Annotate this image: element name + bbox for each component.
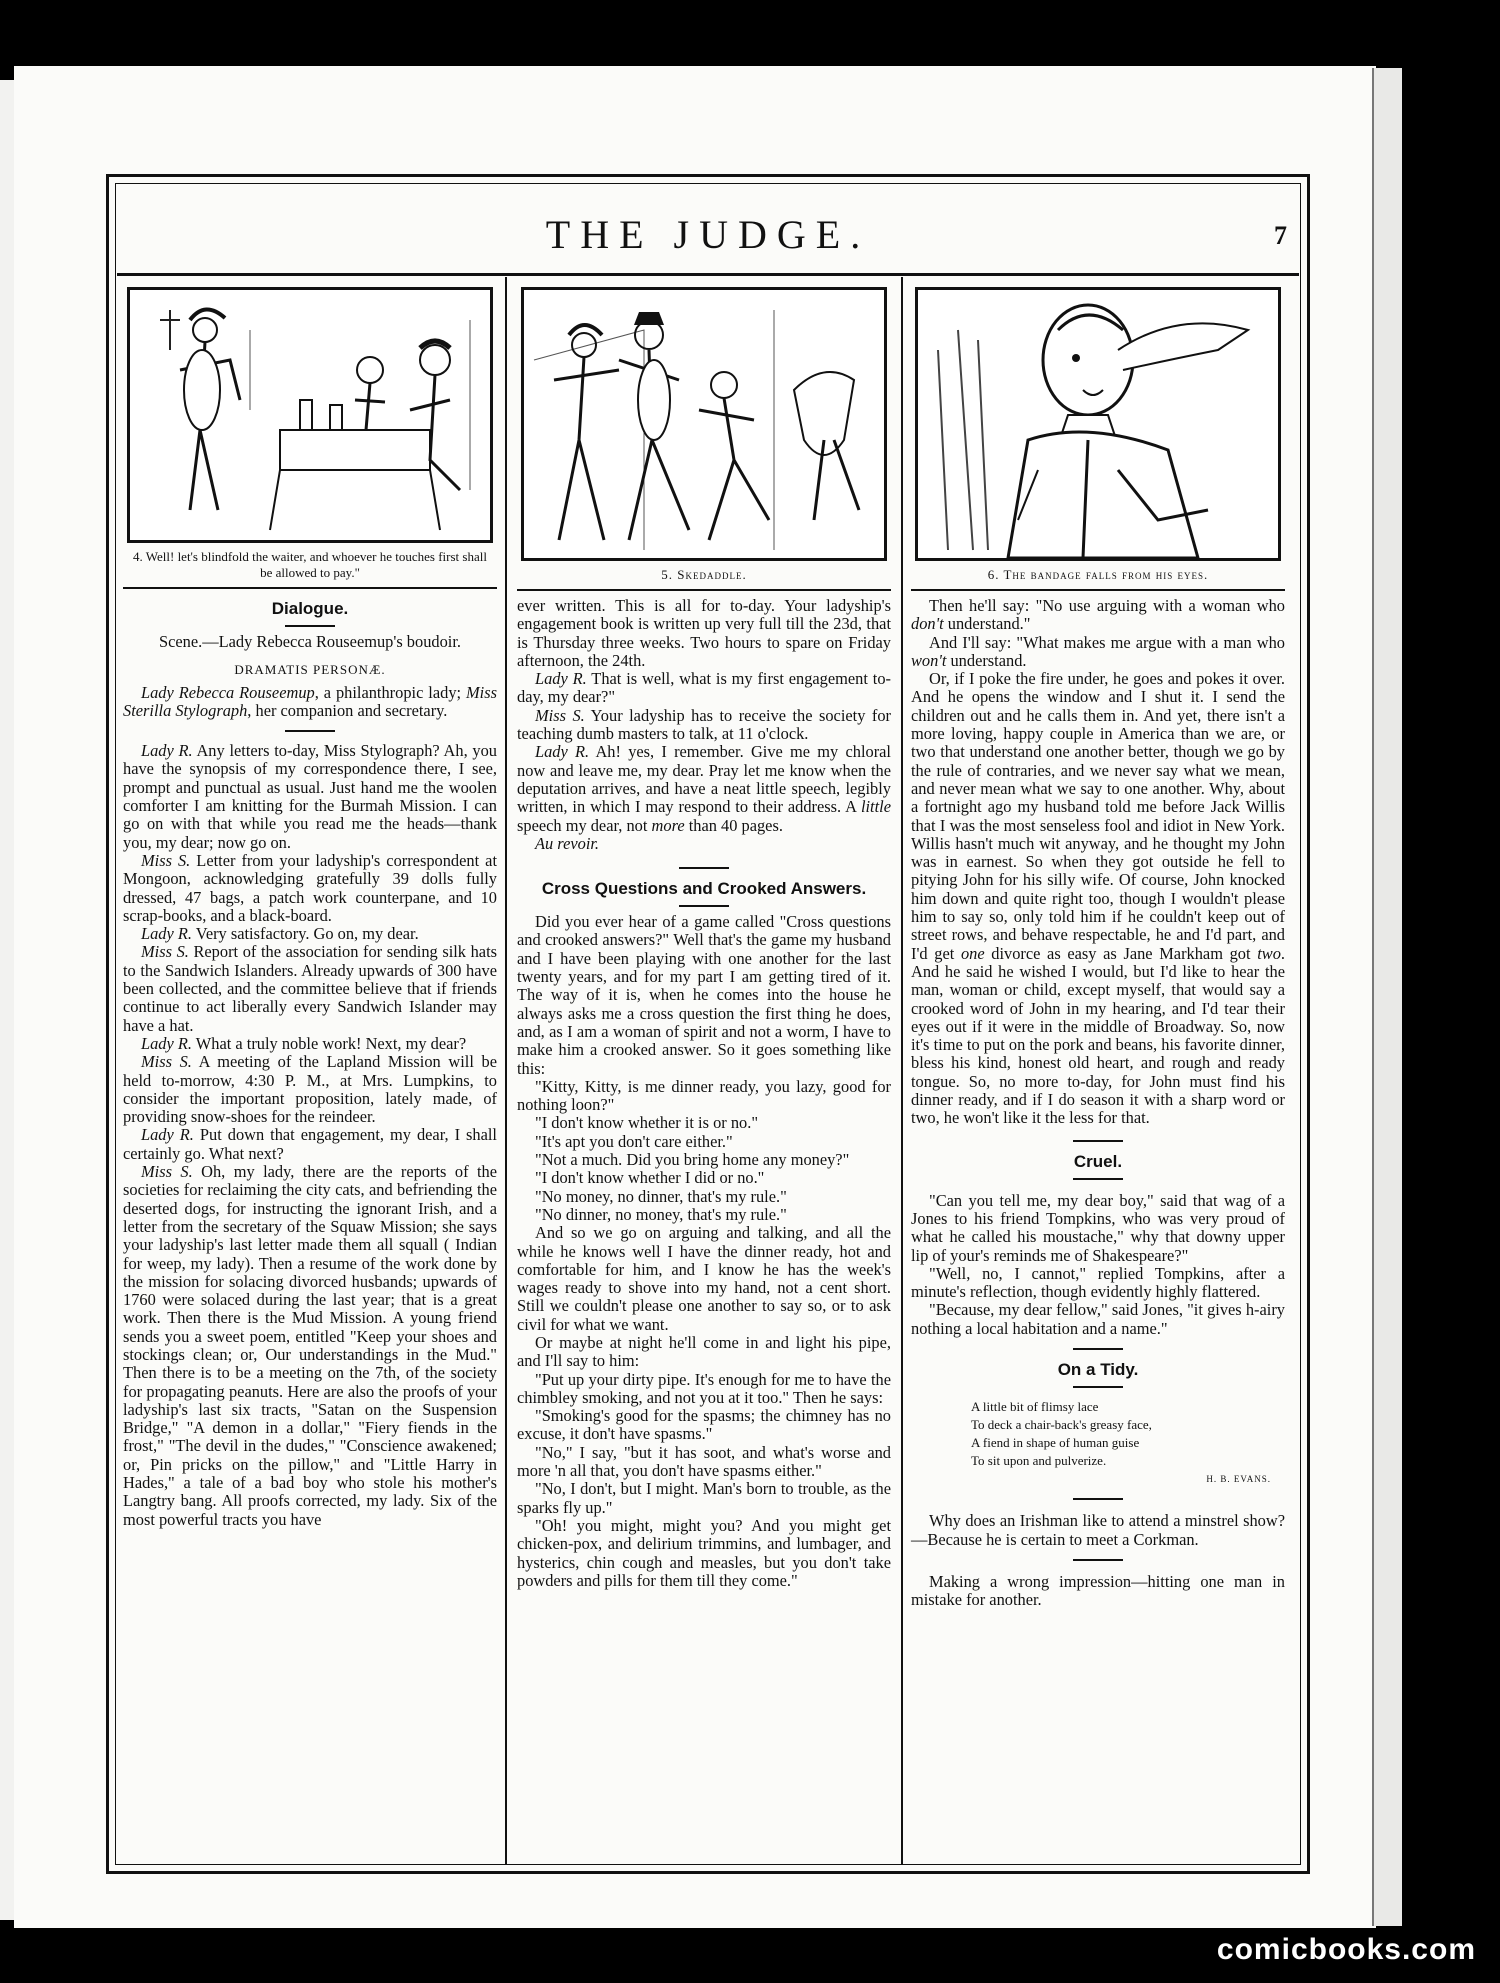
joke-paragraph: Why does an Irishman like to attend a minstrel show?—Because he is certain to meet a Corkman. <box>911 1511 1285 1549</box>
column-divider-1 <box>505 277 507 1865</box>
cartoon-drawing-skedaddle <box>524 290 884 558</box>
dramatis-personae: DRAMATIS PERSONÆ. <box>234 662 386 678</box>
dialogue-text: Any letters to-day, Miss Stylograph? Ah, you have the synopsis of my correspondence there, I see, prompt and punctual as usual. Just hand me the woolen comforter I am knitting for the Burmah Mission. I can go on with that while you read me the heads—thank you, my dear; now go on. <box>123 741 497 852</box>
dialogue-paragraph <box>123 1163 497 1529</box>
dialogue-text: Very satisfactory. Go on, my dear. <box>192 924 419 944</box>
cartoon-block-4 <box>123 287 497 589</box>
story-paragraph <box>911 670 1285 1127</box>
dialogue-scene: Scene.—Lady Rebecca Rouseemup's boudoir. <box>158 632 461 651</box>
dialogue-text: A meeting of the Lapland Mission will be held to-morrow, 4:30 P. M., at Mrs. Lumpkins, to consider the important proposition, lately made, of providing snow-shoes for the reindeer. <box>123 1052 497 1127</box>
emphasis: more <box>651 815 685 835</box>
dialogue-text: Oh, my lady, there are the reports of the societies for reclaiming the city cats, and befriending the deserted dogs, for instructing the ignorant Irish, and a letter from the secretary of the Squaw Mission; she says your ladyship's last letter made them all squall ( Indian for weep, my lady). Then a resume of the work done by the mission for solacing divorced husbands; upwards of 1760 were solaced during the last year; that is a great work. Then there is the Mud Mission. A young friend sends you a sweet poem, entitled "Keep your shoes and stockings clean; or, Our understandings in the Mud." Then there is to be a meeting on the 7th, of the society for propagating peanuts. Here are also the proofs of your ladyship's last six tracts, "Satan on the Suspension Bridge," "A demon in a dollar," "Fiery fiends in the frost," "The devil in the dudes," "Conscience awakened; or, Pin pricks on the pillow," and "Little Harry in Hades," a tale of a bad boy who stole his mother's Langtry bang. All proofs corrected, my lady. Six of the most powerful tracts you have <box>123 1162 497 1529</box>
speaker: Lady R. <box>141 1125 194 1145</box>
story-paragraph: "Oh! you might, might you? And you might get chicken-pox, and delirium trimmins, and lumbager, and hysterics, chin cough and measles, but you don't take powders and pills for them till they come." <box>517 1515 891 1590</box>
speaker: Lady R. <box>141 1033 192 1053</box>
story-text: understand. <box>946 650 1027 670</box>
dialogue-paragraph <box>123 852 497 925</box>
poem-line: A little bit of flimsy lace <box>971 1398 1099 1414</box>
short-rule <box>1073 1140 1123 1142</box>
cross-questions-heading: Cross Questions and Crooked Answers. <box>541 879 867 899</box>
story-text: understand." <box>943 614 1031 634</box>
speaker: Lady R. <box>141 741 193 761</box>
cast-1-desc: , a philanthropic lady; <box>314 682 462 702</box>
speaker: Miss S. <box>141 1052 192 1072</box>
dialogue-paragraph <box>123 742 497 852</box>
story-paragraph: And so we go on arguing and talking, and all the while he knows well I have the dinner ready, hot and comfortable for him, and I know he has the week's wages ready to shove into my hand, not a cent short. Still we couldn't please one another to say so, or to ask civil for what we want. <box>517 1223 891 1334</box>
story-text: . And he said he wished I would, but I'd like to hear the man, woman or child, except myself, that would say a crooked word of John in my hearing, and I'd tear their eyes out if it were in the middle of Broadway. So, now it's time to put on the pork and beans, his favorite dinner, bless his kind, honest old heart, and rough and ready tongue. So, no more to-day, for John must find his dinner ready, and if I do season it with a sharp word or two, he won't like it the less for that. <box>911 943 1285 1128</box>
short-rule <box>1073 1178 1123 1180</box>
dialogue-text: Your ladyship has to receive the society for teaching dumb masters to talk, at 11 o'clock. <box>517 705 891 744</box>
dialogue-paragraph <box>123 1035 497 1053</box>
cartoon-panel-6 <box>915 287 1281 561</box>
dialogue-paragraph <box>517 743 891 834</box>
story-paragraph: "Not a much. Did you bring home any money?" <box>535 1150 850 1170</box>
short-rule <box>1073 1386 1123 1388</box>
dialogue-text: Report of the association for sending silk hats to the Sandwich Islanders. Already upwards of 300 have been collected, and the committee believe that if friends continue to act liberally every Sandwich Islander may have a hat. <box>123 942 497 1035</box>
cast-2-name: Miss Sterilla Stylograph <box>123 682 497 720</box>
story-paragraph: "Kitty, Kitty, is me dinner ready, you lazy, good for nothing loon?" <box>517 1076 891 1115</box>
short-rule <box>285 730 335 732</box>
cartoon-caption-6: 6. The bandage falls from his eyes. <box>987 567 1209 582</box>
au-revoir: Au revoir. <box>535 833 600 853</box>
dialogue-text: Letter from your ladyship's correspondent at Mongoon, acknowledging gratefully 39 dolls fully dressed, 47 bags, a patch work counterpane, and 10 scrap-books, and a black-board. <box>123 850 497 925</box>
short-rule <box>679 905 729 907</box>
column-1 <box>123 275 497 1529</box>
watermark: comicbooks.com <box>1216 1933 1476 1966</box>
poem-signature: H. B. EVANS. <box>1206 1473 1271 1484</box>
cartoon-panel-5 <box>521 287 887 561</box>
story-text: And I'll say: "What makes me argue with a man who <box>929 632 1285 652</box>
dialogue-text: than 40 pages. <box>684 815 783 835</box>
speaker: Miss S. <box>141 942 189 962</box>
dialogue-text: What a truly noble work! Next, my dear? <box>192 1033 467 1053</box>
cartoon-caption-5: 5. Skedaddle. <box>661 567 747 582</box>
dialogue-text: Put down that engagement, my dear, I shall certainly go. What next? <box>123 1125 497 1163</box>
story-paragraph: Or maybe at night he'll come in and light his pipe, and I'll say to him: <box>517 1332 891 1371</box>
dialogue-paragraph <box>123 1126 497 1163</box>
cartoon-caption-4: 4. Well! let's blindfold the waiter, and whoever he touches first shall be allowed to pay." <box>133 549 487 580</box>
cartoon-panel-4 <box>127 287 493 543</box>
joke-paragraph: Making a wrong impression—hitting one man in mistake for another. <box>911 1571 1285 1610</box>
story-paragraph: "No dinner, no money, that's my rule." <box>535 1204 787 1224</box>
story-text: divorce as easy as Jane Markham got <box>984 943 1258 963</box>
dialogue-continued: ever written. This is all for to-day. Your ladyship's engagement book is written up very full till the 23d, that is Thursday three weeks. Two hours to spare on Friday afternoon, the 24th. <box>517 596 891 670</box>
emphasis: little <box>860 797 891 817</box>
short-rule <box>679 867 729 869</box>
dialogue-text: That is well, what is my first engagement to-day, my dear?" <box>517 669 891 707</box>
cartoon-drawing-waiter <box>130 290 490 540</box>
emphasis: don't <box>911 614 944 634</box>
story-paragraph: "No, I don't, but I might. Man's born to trouble, as the sparks fly up." <box>517 1479 891 1517</box>
dialogue-paragraph <box>517 707 891 744</box>
dialogue-paragraph <box>123 943 497 1034</box>
cast-1-name: Lady Rebecca Rouseemup <box>141 682 315 702</box>
short-rule <box>1073 1498 1123 1500</box>
dialogue-text: speech my dear, not <box>517 815 652 835</box>
story-paragraph: Did you ever hear of a game called "Cross questions and crooked answers?" Well that's the game my husband and I have been playing with one another for the last twenty years, and for my part I am getting tired of it. The way of it is, when he comes into the house he always asks me a cross question the first thing he does, and, as I am a woman of spirit and not a worm, I have to make him a crooked answer. So it goes something like this: <box>517 912 891 1078</box>
column-2 <box>517 275 891 1590</box>
tidy-poem <box>971 1398 1285 1470</box>
cartoon-block-5 <box>517 287 891 591</box>
cast-2-desc: , her companion and secretary. <box>247 700 448 720</box>
poem-line: A fiend in shape of human guise <box>971 1434 1140 1450</box>
cruel-heading: Cruel. <box>1073 1151 1123 1171</box>
cast-list <box>123 684 497 721</box>
dialogue-closing <box>517 835 891 853</box>
story-paragraph: "No money, no dinner, that's my rule." <box>535 1186 787 1206</box>
story-paragraph: "Smoking's good for the spasms; the chimney has no excuse, it don't have spasms." <box>517 1406 891 1444</box>
page-frame <box>106 174 1310 1874</box>
emphasis: two <box>1257 943 1281 963</box>
column-divider-2 <box>901 277 903 1865</box>
cartoon-block-6 <box>911 287 1285 591</box>
story-paragraph: "Put up your dirty pipe. It's enough for me to have the chimbley smoking, and not you at it too." Then he says: <box>517 1369 891 1407</box>
page-number: 7 <box>1274 221 1287 250</box>
story-paragraph: "It's apt you don't care either." <box>535 1131 733 1151</box>
cartoon-drawing-bandage <box>918 290 1278 558</box>
dialogue-paragraph <box>123 925 497 943</box>
page-stack-edge <box>1372 68 1402 1926</box>
poem-line: To deck a chair-back's greasy face, <box>971 1416 1152 1432</box>
emphasis: won't <box>911 650 947 670</box>
story-text: Then he'll say: "No use arguing with a woman who <box>929 596 1285 615</box>
masthead-title: THE JUDGE. <box>545 212 871 257</box>
poem-line: To sit upon and pulverize. <box>971 1452 1107 1468</box>
column-3 <box>911 275 1285 1609</box>
joke-paragraph: "Because, my dear fellow," said Jones, "it gives h-airy nothing a local habitation and a name." <box>911 1300 1285 1338</box>
short-rule <box>1073 1559 1123 1561</box>
story-paragraph <box>911 634 1285 671</box>
story-text: Or, if I poke the fire under, he goes and pokes it over. And he opens the window and I shut it. I send the children out and he calls them in. And yet, there isn't a more loving, happy couple in America than we are, or two that understand one another better, though we go by the rule of contraries, and we never say what we mean, and never mean what we say to one another. Why, about a fortnight ago my husband told me before Jack Willis that I was the most senseless fool and idiot in New York. Willis hasn't much wit anyway, and he thought my John was in earnest. So when they got outside he fell to pitying John for his silly wife. Of course, John knocked him down and quite right too, though I wouldn't please him to say so, only told him if he couldn't keep out of street rows, and behave respectable, he and I'd part, and I'd get <box>911 669 1285 963</box>
dialogue-text: Ah! yes, I remember. Give me my chloral now and leave me, my dear. Pray let me know when the deputation arrives, and have a neat little speech, legibly written, in which I may respond to their address. A <box>517 742 891 817</box>
story-paragraph <box>911 597 1285 634</box>
story-paragraph: "No," I say, "but it has soot, and what's worse and more 'n all that, you don't have spasms either." <box>517 1442 891 1481</box>
short-rule <box>285 625 335 627</box>
emphasis: one <box>960 943 985 963</box>
speaker: Miss S. <box>535 705 585 725</box>
joke-paragraph: "Can you tell me, my dear boy," said that wag of a Jones to his friend Tompkins, who was very proud of what he called his moustache," why that downy upper lip of your's reminds me of Shakespeare?" <box>911 1190 1285 1265</box>
tidy-heading: On a Tidy. <box>1057 1359 1139 1379</box>
dialogue-paragraph <box>123 1053 497 1126</box>
joke-paragraph: "Well, no, I cannot," replied Tompkins, after a minute's reflection, though evidently highly flattered. <box>911 1263 1285 1302</box>
short-rule <box>1073 1348 1123 1350</box>
speaker: Lady R. <box>141 924 192 944</box>
dialogue-heading: Dialogue. <box>271 599 349 618</box>
speaker: Miss S. <box>141 850 191 870</box>
dialogue-paragraph <box>517 670 891 707</box>
story-paragraph: "I don't know whether I did or no." <box>535 1168 765 1188</box>
story-paragraph: "I don't know whether it is or no." <box>535 1113 759 1133</box>
speaker: Lady R. <box>535 669 587 689</box>
speaker: Lady R. <box>535 742 590 762</box>
speaker: Miss S. <box>141 1162 193 1182</box>
